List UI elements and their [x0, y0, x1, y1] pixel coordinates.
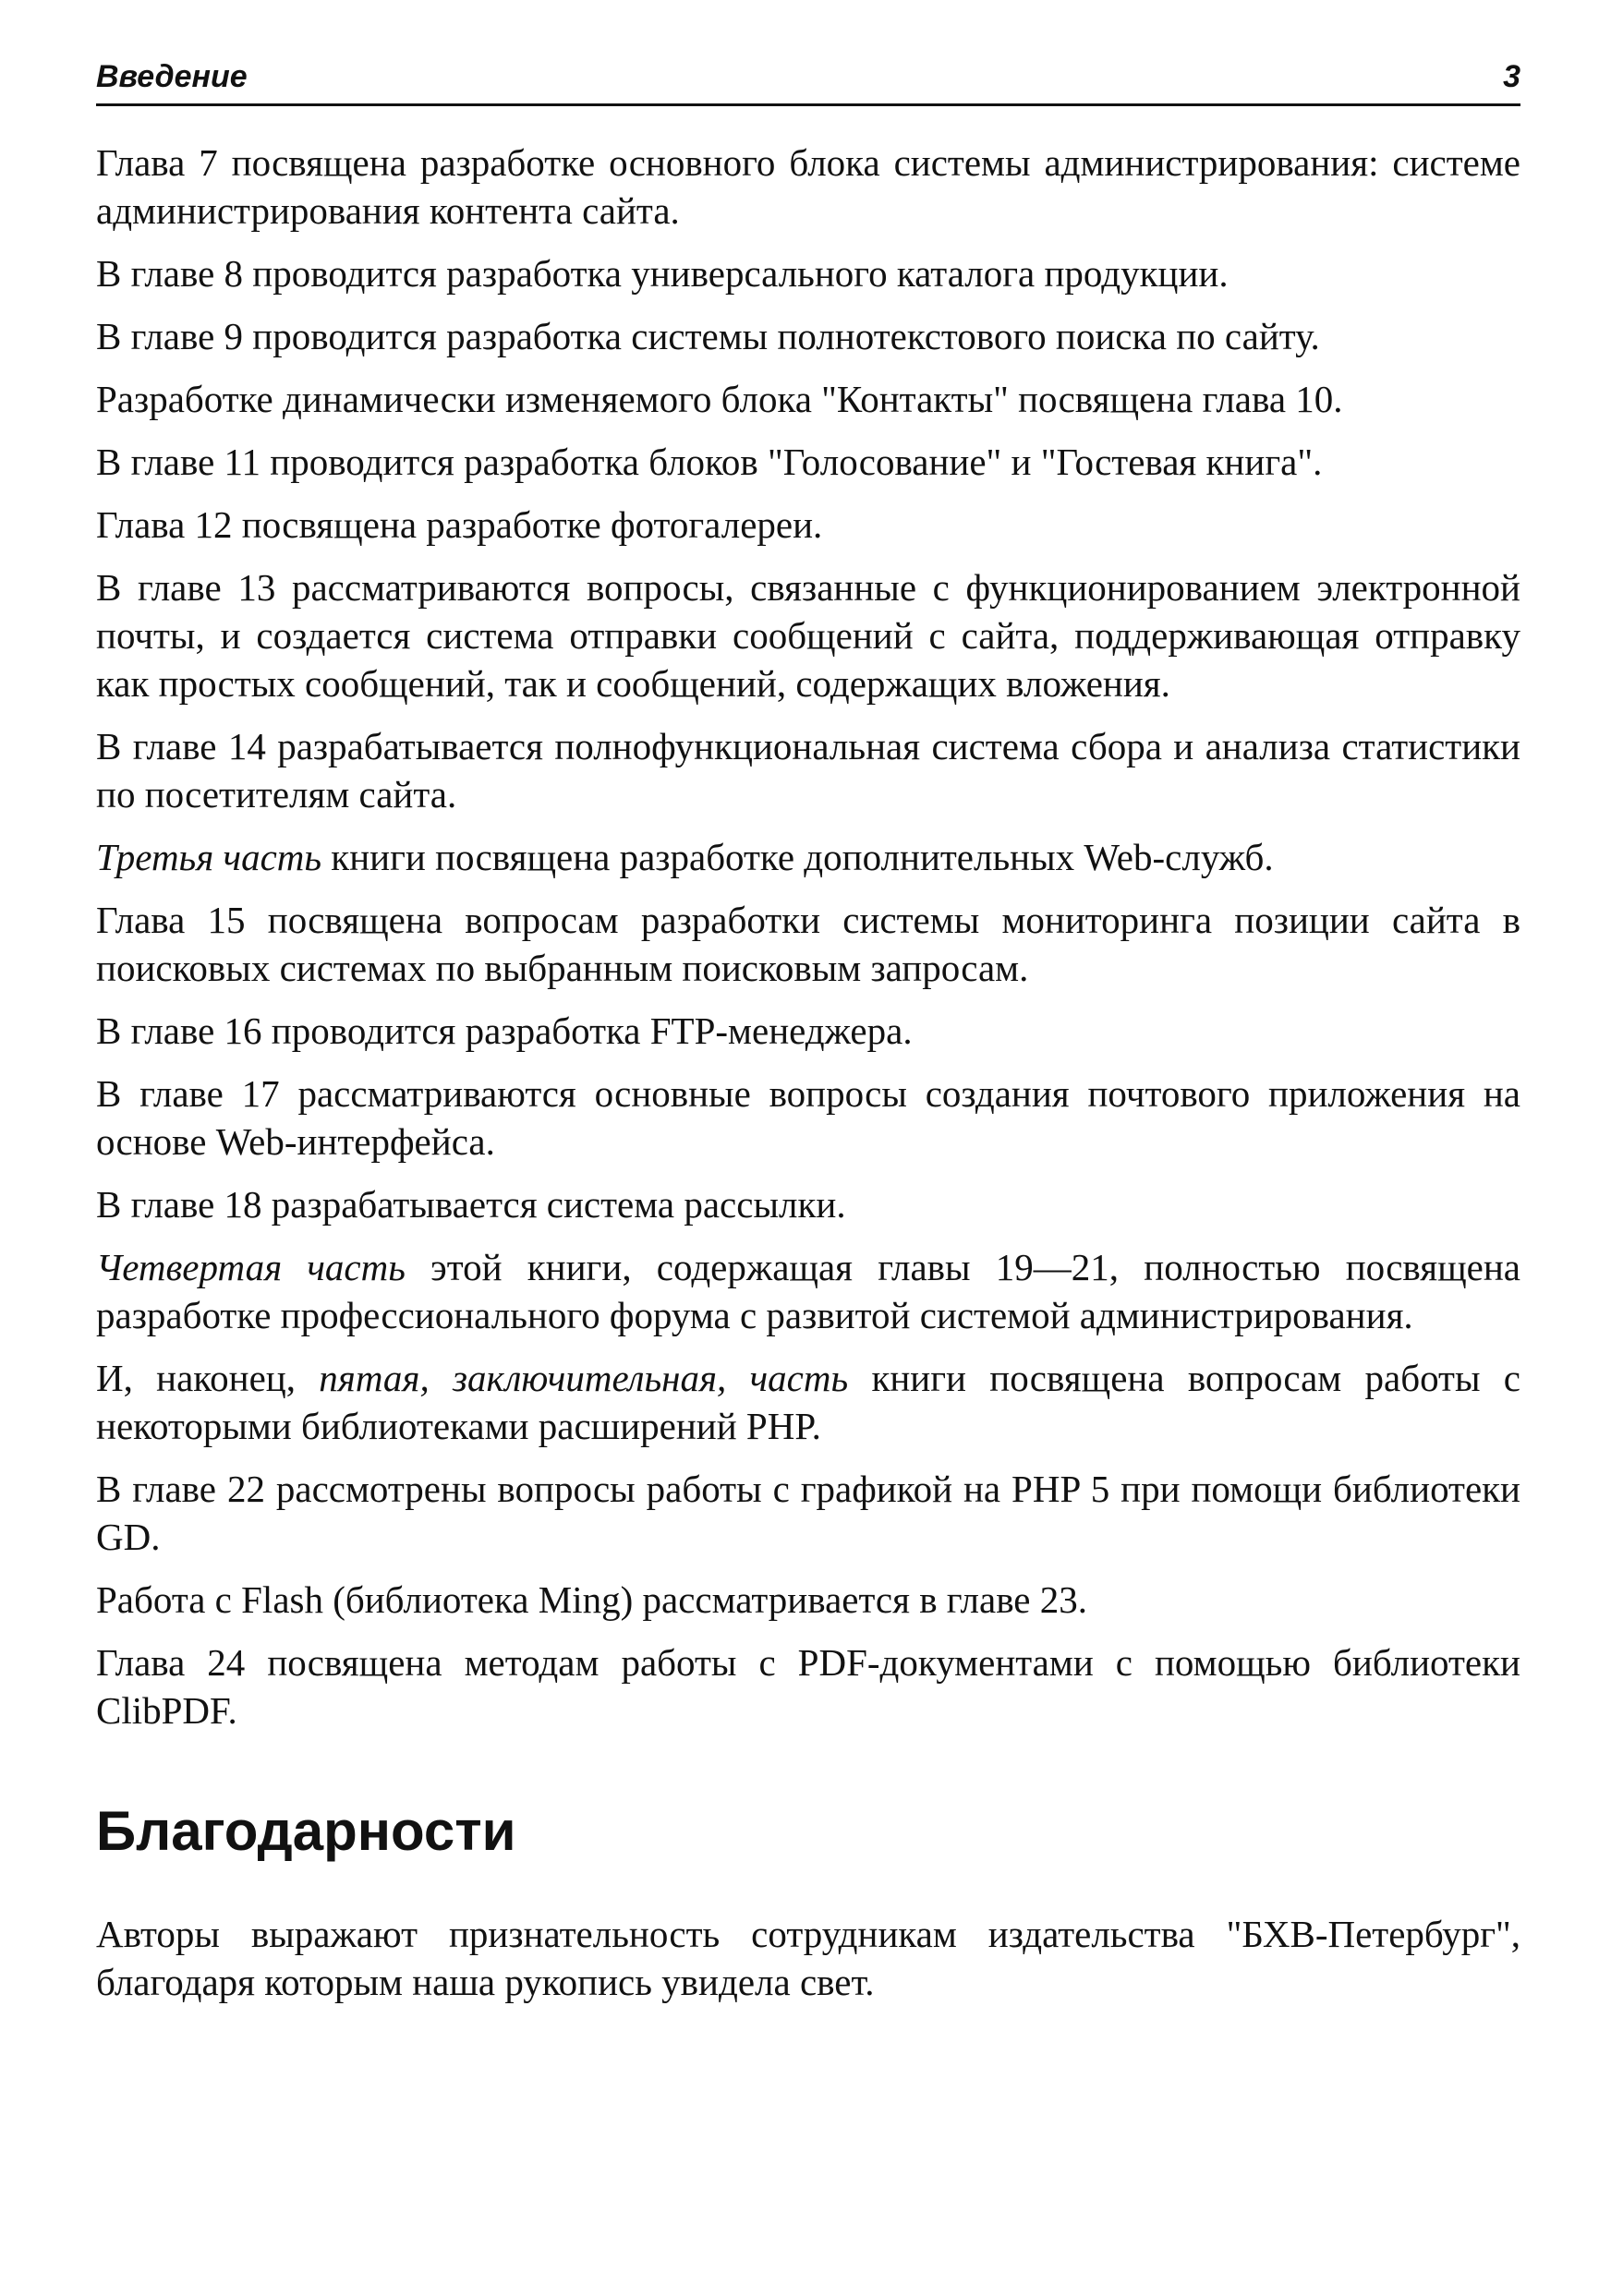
page-number: 3	[1503, 59, 1520, 94]
paragraph-chapter-16: В главе 16 проводится разработка FTP-менеджера.	[96, 1009, 913, 1052]
page-body	[96, 139, 1520, 2021]
paragraph-chapter-17: В главе 17 рассматриваются основные вопросы создания почтового приложения на основе Web-интерфейса.	[96, 1072, 1520, 1163]
paragraph-chapter-15: Глава 15 посвящена вопросам разработки системы мониторинга позиции сайта в поисковых системах по выбранным поисковым запросам.	[96, 899, 1520, 989]
paragraph-chapter-9: В главе 9 проводится разработка системы полнотекстового поиска по сайту.	[96, 315, 1320, 357]
part-three-text: книги посвящена разработке дополнительных Web-служб.	[321, 836, 1274, 878]
paragraph-chapter-8: В главе 8 проводится разработка универсального каталога продукции.	[96, 252, 1229, 295]
paragraph-chapter-12: Глава 12 посвящена разработке фотогалереи.	[96, 503, 823, 546]
paragraph-chapter-18: В главе 18 разрабатывается система рассылки.	[96, 1183, 846, 1226]
paragraph-chapter-14: В главе 14 разрабатывается полнофункциональная система сбора и анализа статистики по посетителям сайта.	[96, 725, 1520, 816]
part-four-text: этой книги, содержащая главы 19—21, полностью посвящена разработке профессионального форума с развитой системой администрирования.	[96, 1246, 1520, 1336]
part-three-emphasis: Третья часть	[96, 836, 322, 878]
paragraph-part-five	[96, 1354, 1520, 1450]
paragraph-chapter-7: Глава 7 посвящена разработке основного блока системы администрирования: системе администрирования контента сайта.	[96, 141, 1520, 232]
paragraph-chapter-23: Работа с Flash (библиотека Ming) рассматривается в главе 23.	[96, 1578, 1088, 1621]
paragraph-chapter-11: В главе 11 проводится разработка блоков "Голосование" и "Гостевая книга".	[96, 441, 1323, 483]
part-four-emphasis: Четвертая часть	[96, 1246, 406, 1288]
acknowledgements-heading: Благодарности	[96, 1800, 516, 1862]
acknowledgements-text: Авторы выражают признательность сотрудникам издательства "БХВ-Петербург", благодаря которым наша рукопись увидела свет.	[96, 1913, 1520, 2003]
paragraph-chapter-24: Глава 24 посвящена методам работы с PDF-документами с помощью библиотеки ClibPDF.	[96, 1641, 1520, 1732]
paragraph-chapter-22: В главе 22 рассмотрены вопросы работы с графикой на PHP 5 при помощи библиотеки GD.	[96, 1468, 1520, 1558]
part-five-emphasis: пятая, заключительная, часть	[319, 1357, 849, 1399]
part-five-text: книги посвящена вопросам работы с некоторыми библиотеками расширений PHP.	[96, 1357, 1520, 1447]
section-title: Введение	[96, 59, 248, 94]
paragraph-part-four	[96, 1243, 1520, 1339]
running-header	[96, 55, 1520, 106]
paragraph-part-three	[96, 833, 1520, 881]
paragraph-chapter-13: В главе 13 рассматриваются вопросы, связанные с функционированием электронной почты, и создается система отправки сообщений с сайта, поддерживающая отправку как простых сообщений, так и сообщений, содержащих вложения.	[96, 566, 1520, 705]
part-five-prefix: И, наконец,	[96, 1357, 320, 1399]
paragraph-chapter-10: Разработке динамически изменяемого блока "Контакты" посвящена глава 10.	[96, 378, 1343, 420]
